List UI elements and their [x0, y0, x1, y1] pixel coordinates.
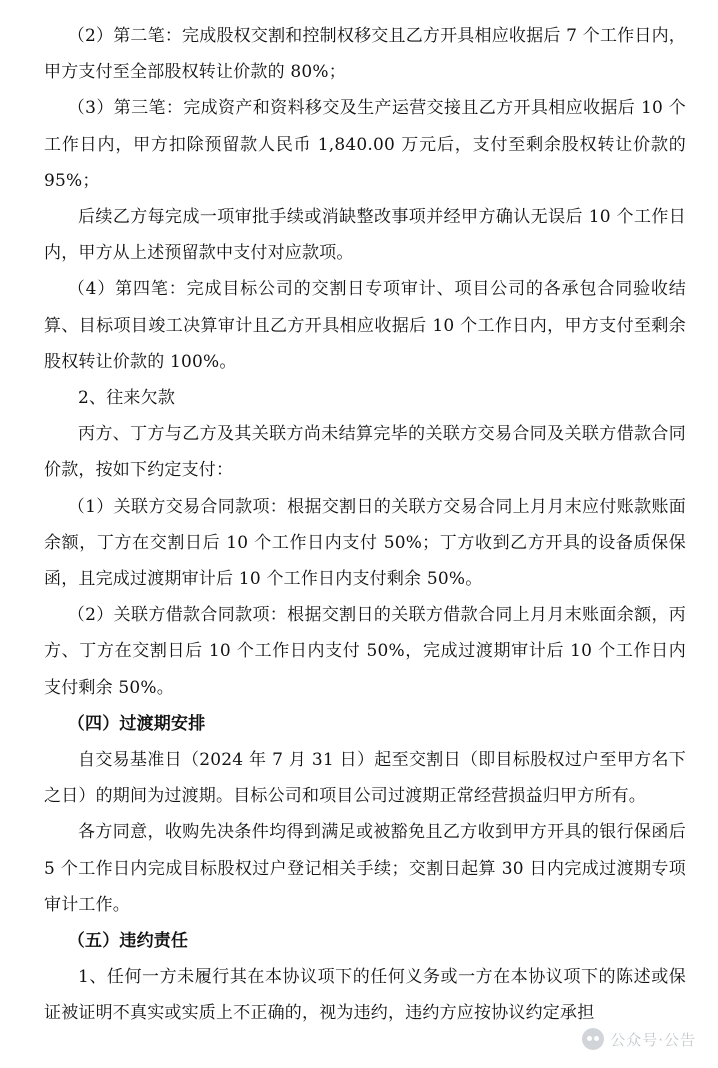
heading-outstanding-debts: 2、往来欠款: [78, 388, 176, 409]
paragraph-transition-agreement: 各方同意，收购先决条件均得到满足或被豁免且乙方收到甲方开具的银行保函后 5 个工作日内完成目标股权过户登记相关手续；交割日起算 30 日内完成过渡期专项审计工作。: [44, 822, 686, 915]
heading-transition-period: （四）过渡期安排: [67, 713, 206, 734]
heading-liability: （五）违约责任: [67, 931, 189, 952]
paragraph-breach: 1、任何一方未履行其在本协议项下的任何义务或一方在本协议项下的陈述或保证被证明不真实或实质上不正确的，视为违约，违约方应按协议约定承担: [44, 967, 686, 1024]
paragraph-payment-fourth: （4）第四笔：完成目标公司的交割日专项审计、项目公司的各承包合同验收结算、目标项目竣工决算审计且乙方开具相应收据后 10 个工作日内，甲方支付至剩余股权转让价款的 100%。: [44, 279, 686, 372]
paragraph-payment-second: （2）第二笔：完成股权交割和控制权移交且乙方开具相应收据后 7 个工作日内，甲方支付至全部股权转让价款的 80%；: [44, 26, 686, 83]
paragraph-related-party: 丙方、丁方与乙方及其关联方尚未结算完毕的关联方交易合同及关联方借款合同价款，按如下约定支付：: [44, 424, 686, 481]
paragraph-transaction-contract: （1）关联方交易合同款项：根据交割日的关联方交易合同上月月末应付账款账面余额，丁方在交割日后 10 个工作日内支付 50%；丁方收到乙方开具的设备质保保函，且完成过渡期审计后 10 个工作日内支付剩余 50%。: [44, 496, 686, 590]
paragraph-transition-definition: 自交易基准日（2024 年 7 月 31 日）起至交割日（即目标股权过户至甲方名下之日）的期间为过渡期。目标公司和项目公司过渡期正常经营损益归甲方所有。: [44, 750, 686, 807]
paragraph-loan-contract: （2）关联方借款合同款项：根据交割日的关联方借款合同上月月末账面余额，丙方、丁方在交割日后 10 个工作日内支付 50%，完成过渡期审计后 10 个工作日内支付剩余 50%。: [44, 605, 686, 698]
watermark-text: 公众号·公告: [610, 1030, 696, 1049]
paragraph-reserve-payment: 后续乙方每完成一项审批手续或消缺整改事项并经甲方确认无误后 10 个工作日内，甲方从上述预留款中支付对应款项。: [44, 207, 686, 264]
paragraph-payment-third: （3）第三笔：完成资产和资料移交及生产运营交接且乙方开具相应收据后 10 个工作日内，甲方扣除预留款人民币 1,840.00 万元后，支付至剩余股权转让价款的 95%；: [44, 98, 686, 191]
